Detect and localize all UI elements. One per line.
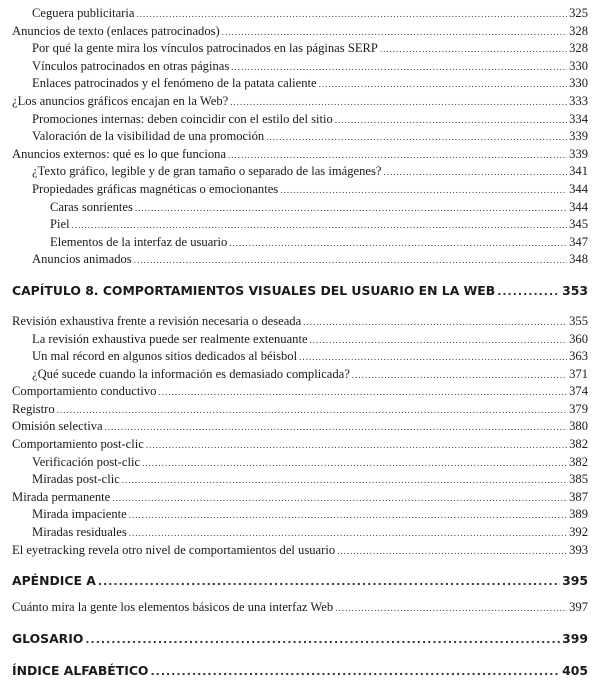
entry-page: 382 [569, 454, 588, 469]
dot-leader [380, 41, 567, 59]
toc-entry[interactable] [0, 5, 600, 23]
entry-title: Un mal récord en algunos sitios dedicados al béisbol [32, 349, 298, 364]
toc-entry[interactable] [0, 524, 600, 542]
entry-title: Promociones internas: deben coincidir con el estilo del sitio [32, 111, 333, 126]
dot-leader [158, 384, 567, 402]
entry-page: 347 [569, 234, 588, 249]
entry-page: 397 [569, 600, 588, 615]
toc-entry[interactable] [0, 111, 600, 129]
entry-page: 341 [569, 164, 588, 179]
entry-page: 371 [569, 366, 588, 381]
dot-leader [335, 600, 567, 618]
entry-page: 360 [569, 331, 588, 346]
dot-leader [319, 76, 567, 94]
toc-entry[interactable] [0, 40, 600, 58]
entry-title: Caras sonrientes [50, 199, 133, 214]
entry-title: Piel [50, 217, 70, 232]
toc-entry[interactable] [0, 331, 600, 349]
chapter-heading[interactable] [0, 281, 600, 301]
dot-leader [352, 367, 567, 385]
dot-leader [299, 349, 567, 367]
entry-title: Mirada impaciente [32, 507, 127, 522]
toc-entry[interactable] [0, 146, 600, 164]
entry-title: Omisión selectiva [12, 419, 103, 434]
entry-page: 325 [569, 6, 588, 20]
entry-page: 380 [569, 419, 588, 434]
dot-leader [222, 24, 567, 42]
entry-title: Cuánto mira la gente los elementos básicos de una interfaz Web [12, 600, 334, 615]
entry-page: 363 [569, 349, 588, 364]
entry-title: ¿Texto gráfico, legible y de gran tamaño o separado de las imágenes? [32, 164, 382, 179]
toc-entry[interactable] [0, 23, 600, 41]
dot-leader [337, 543, 567, 561]
entry-title: Miradas post-clic [32, 472, 120, 487]
glossary-title: GLOSARIO [12, 630, 84, 646]
entry-title: Anuncios de texto (enlaces patrocinados) [12, 23, 220, 38]
entry-title: Anuncios animados [32, 252, 132, 267]
entry-page: 334 [569, 111, 588, 126]
dot-leader [112, 490, 567, 508]
entry-title: Elementos de la interfaz de usuario [50, 234, 228, 249]
toc-entry[interactable] [0, 93, 600, 111]
entry-title: Comportamiento conductivo [12, 384, 157, 399]
dot-leader [105, 419, 568, 437]
appendix-page: 395 [562, 573, 588, 589]
toc-section-list [0, 313, 600, 559]
toc-entry[interactable] [0, 181, 600, 199]
index-page: 405 [562, 662, 588, 678]
glossary-page: 399 [562, 630, 588, 646]
toc-entry[interactable] [0, 401, 600, 419]
dot-leader [146, 437, 567, 455]
entry-page: 385 [569, 472, 588, 487]
dot-leader [85, 630, 560, 650]
dot-leader [228, 147, 567, 165]
dot-leader [98, 572, 560, 592]
entry-page: 339 [569, 129, 588, 144]
dot-leader [310, 332, 568, 350]
table-of-contents [0, 5, 600, 681]
toc-entry[interactable] [0, 366, 600, 384]
entry-title: Revisión exhaustiva frente a revisión necesaria o deseada [12, 313, 302, 328]
entry-page: 392 [569, 525, 588, 540]
entry-title: Por qué la gente mira los vínculos patrocinados en las páginas SERP [32, 41, 378, 56]
dot-leader [135, 200, 567, 218]
dot-leader [229, 235, 567, 253]
entry-title: Vínculos patrocinados en otras páginas [32, 58, 230, 73]
appendix-heading[interactable] [0, 571, 600, 591]
toc-section-list [0, 5, 600, 269]
toc-entry[interactable] [0, 163, 600, 181]
toc-entry[interactable] [0, 234, 600, 252]
dot-leader [134, 252, 567, 270]
toc-entry[interactable] [0, 418, 600, 436]
toc-entry[interactable] [0, 58, 600, 76]
entry-title: Enlaces patrocinados y el fenómeno de la patata caliente [32, 76, 317, 91]
toc-entry[interactable] [0, 542, 600, 560]
dot-leader [136, 6, 567, 24]
entry-page: 393 [569, 542, 588, 557]
entry-page: 344 [569, 181, 588, 196]
toc-entry[interactable] [0, 436, 600, 454]
dot-leader [335, 112, 567, 130]
chapter-page: 353 [562, 282, 588, 298]
entry-title: Registro [12, 401, 55, 416]
toc-entry[interactable] [0, 489, 600, 507]
dot-leader [122, 472, 567, 490]
entry-page: 328 [569, 41, 588, 56]
entry-title: Miradas residuales [32, 525, 127, 540]
entry-title: Mirada permanente [12, 489, 111, 504]
entry-title: El eyetracking revela otro nivel de comportamientos del usuario [12, 542, 336, 557]
toc-entry[interactable] [0, 599, 600, 617]
toc-entry[interactable] [0, 348, 600, 366]
index-title: ÍNDICE ALFABÉTICO [12, 662, 149, 678]
entry-page: 374 [569, 384, 588, 399]
entry-title: Comportamiento post-clic [12, 437, 144, 452]
dot-leader [384, 164, 568, 182]
entry-title: Ceguera publicitaria [32, 6, 135, 20]
entry-page: 330 [569, 76, 588, 91]
chapter-title: CAPÍTULO 8. COMPORTAMIENTOS VISUALES DEL USUARIO EN LA WEB [12, 282, 496, 298]
entry-page: 328 [569, 23, 588, 38]
entry-page: 339 [569, 146, 588, 161]
dot-leader [280, 182, 567, 200]
dot-leader [57, 402, 567, 420]
toc-entry[interactable] [0, 216, 600, 234]
entry-title: ¿Qué sucede cuando la información es demasiado complicada? [32, 366, 350, 381]
entry-page: 387 [569, 489, 588, 504]
entry-title: Propiedades gráficas magnéticas o emocionantes [32, 181, 279, 196]
entry-page: 344 [569, 199, 588, 214]
entry-page: 330 [569, 58, 588, 73]
toc-entry[interactable] [0, 383, 600, 401]
toc-entry[interactable] [0, 471, 600, 489]
dot-leader [266, 129, 567, 147]
entry-title: Valoración de la visibilidad de una promoción [32, 129, 265, 144]
dot-leader [129, 525, 567, 543]
toc-entry[interactable] [0, 454, 600, 472]
toc-entry[interactable] [0, 251, 600, 269]
entry-title: Verificación post-clic [32, 454, 141, 469]
dot-leader [231, 59, 567, 77]
entry-page: 345 [569, 217, 588, 232]
glossary-heading[interactable] [0, 629, 600, 649]
entry-title: Anuncios externos: qué es lo que funciona [12, 146, 227, 161]
dot-leader [142, 455, 567, 473]
dot-leader [72, 217, 568, 235]
dot-leader [303, 314, 567, 332]
appendix-title: APÉNDICE A [12, 573, 96, 589]
entry-title: ¿Los anuncios gráficos encajan en la Web? [12, 93, 229, 108]
entry-page: 389 [569, 507, 588, 522]
entry-page: 379 [569, 401, 588, 416]
entry-page: 355 [569, 313, 588, 328]
entry-page: 348 [569, 252, 588, 267]
dot-leader [497, 282, 560, 302]
entry-title: La revisión exhaustiva puede ser realmente extenuante [32, 331, 308, 346]
dot-leader [230, 94, 567, 112]
entry-page: 382 [569, 437, 588, 452]
toc-entry[interactable] [0, 128, 600, 146]
index-heading[interactable] [0, 661, 600, 681]
dot-leader [150, 662, 560, 682]
entry-page: 333 [569, 93, 588, 108]
toc-entry[interactable] [0, 75, 600, 93]
toc-entry[interactable] [0, 313, 600, 331]
toc-entry[interactable] [0, 506, 600, 524]
toc-entry[interactable] [0, 199, 600, 217]
dot-leader [129, 507, 567, 525]
